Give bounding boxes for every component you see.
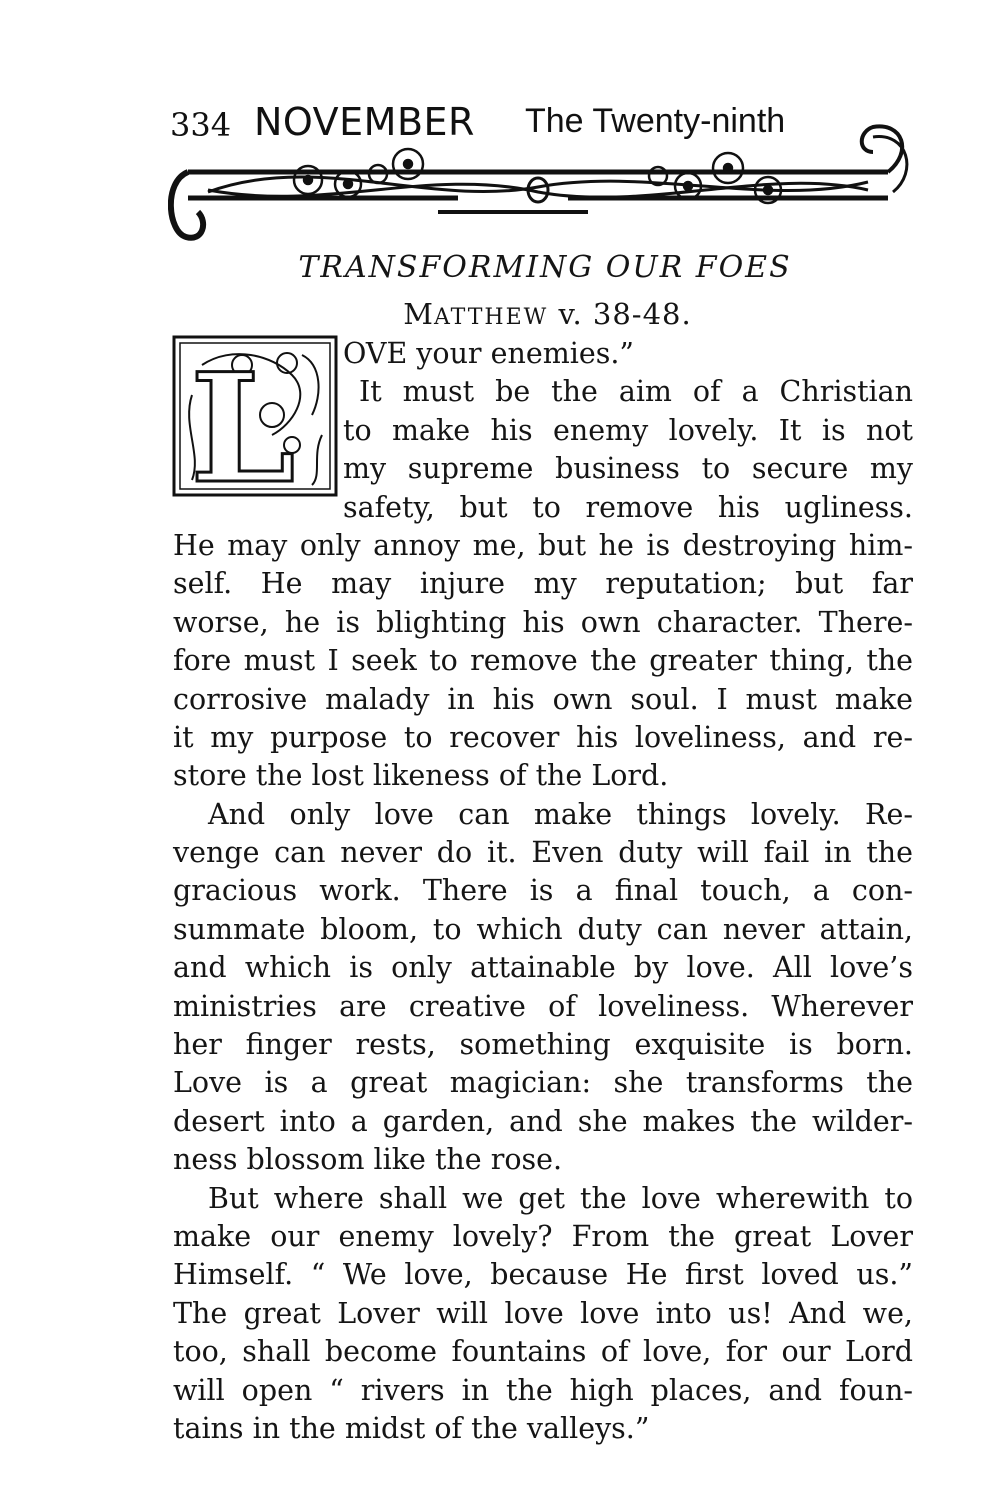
floral-header-ornament xyxy=(168,112,910,252)
text-line: worse, he is blighting his own character. There- xyxy=(173,605,913,639)
text-line: It must be the aim of a Christian xyxy=(359,375,913,409)
text-line: will open “ rivers in the high places, and foun- xyxy=(173,1373,913,1407)
text-line: ministries are creative of loveliness. Wherever xyxy=(173,989,913,1023)
text-line: summate bloom, to which duty can never attain, xyxy=(173,912,913,946)
text-line: gracious work. There is a final touch, a con- xyxy=(173,874,913,908)
text-line: too, shall become fountains of love, for our Lord xyxy=(173,1335,913,1369)
text-line: ness blossom like the rose. xyxy=(173,1143,563,1177)
text-line: The great Lover will love love into us! And we, xyxy=(173,1296,913,1330)
text-line: self. He may injure my reputation; but far xyxy=(173,567,913,601)
day-heading: The Twenty-ninth xyxy=(525,102,786,140)
month-heading: NOVEMBER xyxy=(254,100,475,144)
text-line: And only love can make things lovely. Re- xyxy=(208,797,913,831)
reading-title: TRANSFORMING OUR FOES xyxy=(298,250,792,285)
text-line: my supreme business to secure my xyxy=(343,452,913,486)
text-line: OVE your enemies.” xyxy=(343,337,634,370)
reference-chapter: v. 38-48. xyxy=(558,297,692,331)
text-line: to make his enemy lovely. It is not xyxy=(343,413,913,447)
text-line: Himself. “ We love, because He first loved us.” xyxy=(173,1258,913,1292)
page-number: 334 xyxy=(170,106,232,144)
text-line: safety, but to remove his ugliness. xyxy=(343,490,913,524)
drop-cap-letter: L xyxy=(190,341,296,497)
text-line: Love is a great magician: she transforms the xyxy=(173,1066,913,1100)
text-line: But where shall we get the love wherewith to xyxy=(208,1181,913,1215)
text-line: fore must I seek to remove the greater thing, the xyxy=(173,644,913,678)
text-line: desert into a garden, and she makes the wilder- xyxy=(173,1104,913,1138)
text-line: store the lost likeness of the Lord. xyxy=(173,759,669,793)
reference-book-initial: M xyxy=(403,297,434,331)
text-line: it my purpose to recover his loveliness, and re- xyxy=(173,720,913,754)
reference-book: ATTHEW xyxy=(433,305,549,330)
text-line: tains in the midst of the valleys.” xyxy=(173,1411,650,1445)
text-line: make our enemy lovely? From the great Lover xyxy=(173,1219,913,1253)
text-line: venge can never do it. Even duty will fail in the xyxy=(173,836,913,870)
text-line: and which is only attainable by love. All love’s xyxy=(173,951,913,985)
text-line: corrosive malady in his own soul. I must make xyxy=(173,682,913,716)
scripture-reference xyxy=(0,297,1000,331)
text-line: He may only annoy me, but he is destroying him- xyxy=(173,528,913,562)
body-text xyxy=(173,335,913,1448)
text-line: her finger rests, something exquisite is born. xyxy=(173,1028,913,1062)
